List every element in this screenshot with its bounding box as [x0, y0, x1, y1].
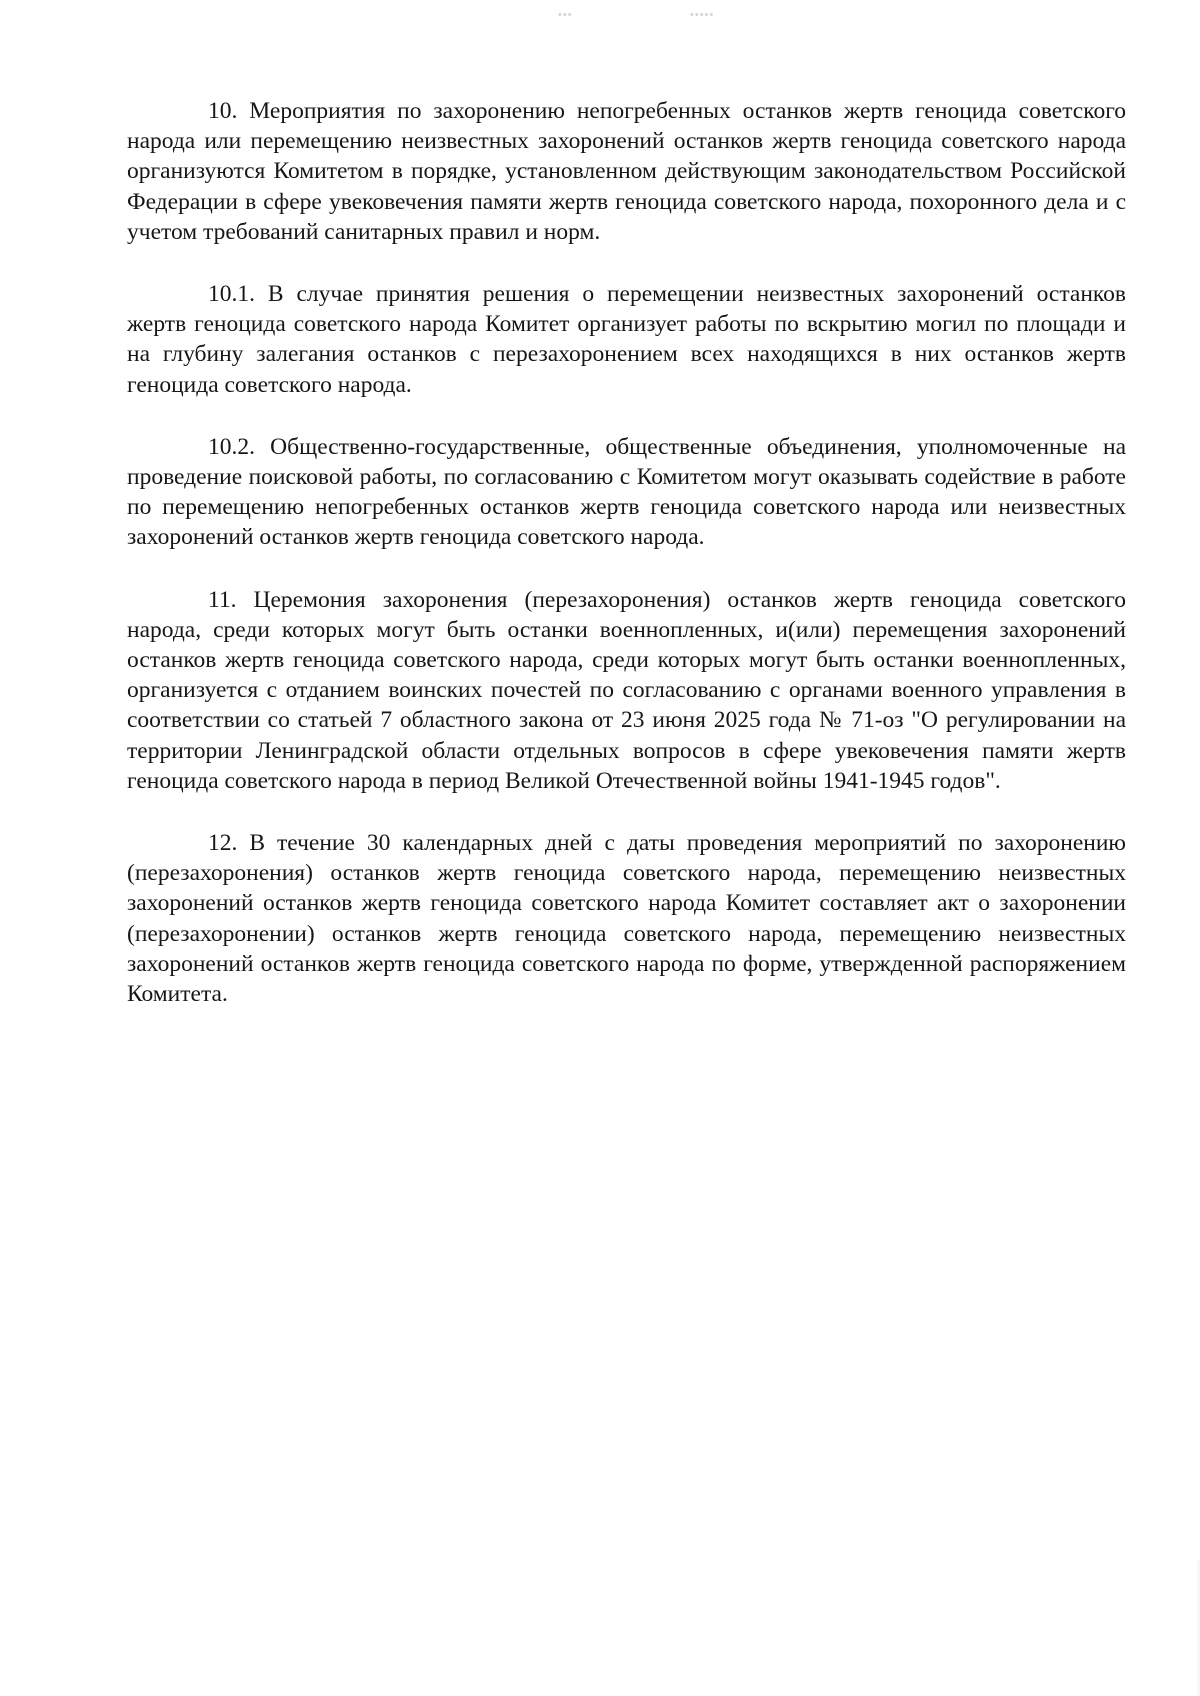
paragraph-11: 11. Церемония захоронения (перезахоронения) останков жертв геноцида советского народа, среди которых могут быть останки военнопленных, и(или) перемещения захоронений останков жертв геноцида советского народа, среди которых могут быть останки военнопленных, организуется с отданием воинских почестей по согласованию с органами военного управления в соответствии со статьей 7 областного закона от 23 июня 2025 года № 71-оз "О регулировании на территории Ленинградской области отдельных вопросов в сфере увековечения памяти жертв геноцида советского народа в период Великой Отечественной войны 1941-1945 годов".	[127, 586, 1126, 794]
header-scan-mark-right: •••••	[690, 9, 715, 21]
page-edge-shadow	[1196, 1560, 1200, 1696]
paragraph-10: 10. Мероприятия по захоронению непогребенных останков жертв геноцида советского народа или перемещению неизвестных захоронений останков жертв геноцида советского народа организуются Комитетом в порядке, установленном действующим законодательством Российской Федерации в сфере увековечения памяти жертв геноцида советского народа, похоронного дела и с учетом требований санитарных правил и норм.	[127, 98, 1126, 245]
header-scan-mark-left: •••	[558, 9, 573, 21]
document-body	[127, 96, 1126, 1009]
paragraph-12: 12. В течение 30 календарных дней с даты проведения мероприятий по захоронению (перезахоронения) останков жертв геноцида советского народа, перемещению неизвестных захоронений останков жертв геноцида советского народа Комитет составляет акт о захоронении (перезахоронении) останков жертв геноцида советского народа, перемещению неизвестных захоронений останков жертв геноцида советского народа по форме, утвержденной распоряжением Комитета.	[127, 830, 1126, 1008]
paragraph-10-2: 10.2. Общественно-государственные, общественные объединения, уполномоченные на проведение поисковой работы, по согласованию с Комитетом могут оказывать содействие в работе по перемещению непогребенных останков жертв геноцида советского народа или неизвестных захоронений останков жертв геноцида советского народа.	[127, 433, 1126, 551]
paragraph-10-1: 10.1. В случае принятия решения о перемещении неизвестных захоронений останков жертв геноцида советского народа Комитет организует работы по вскрытию могил по площади и на глубину залегания останков с перезахоронением всех находящихся в них останков жертв геноцида советского народа.	[127, 281, 1126, 398]
